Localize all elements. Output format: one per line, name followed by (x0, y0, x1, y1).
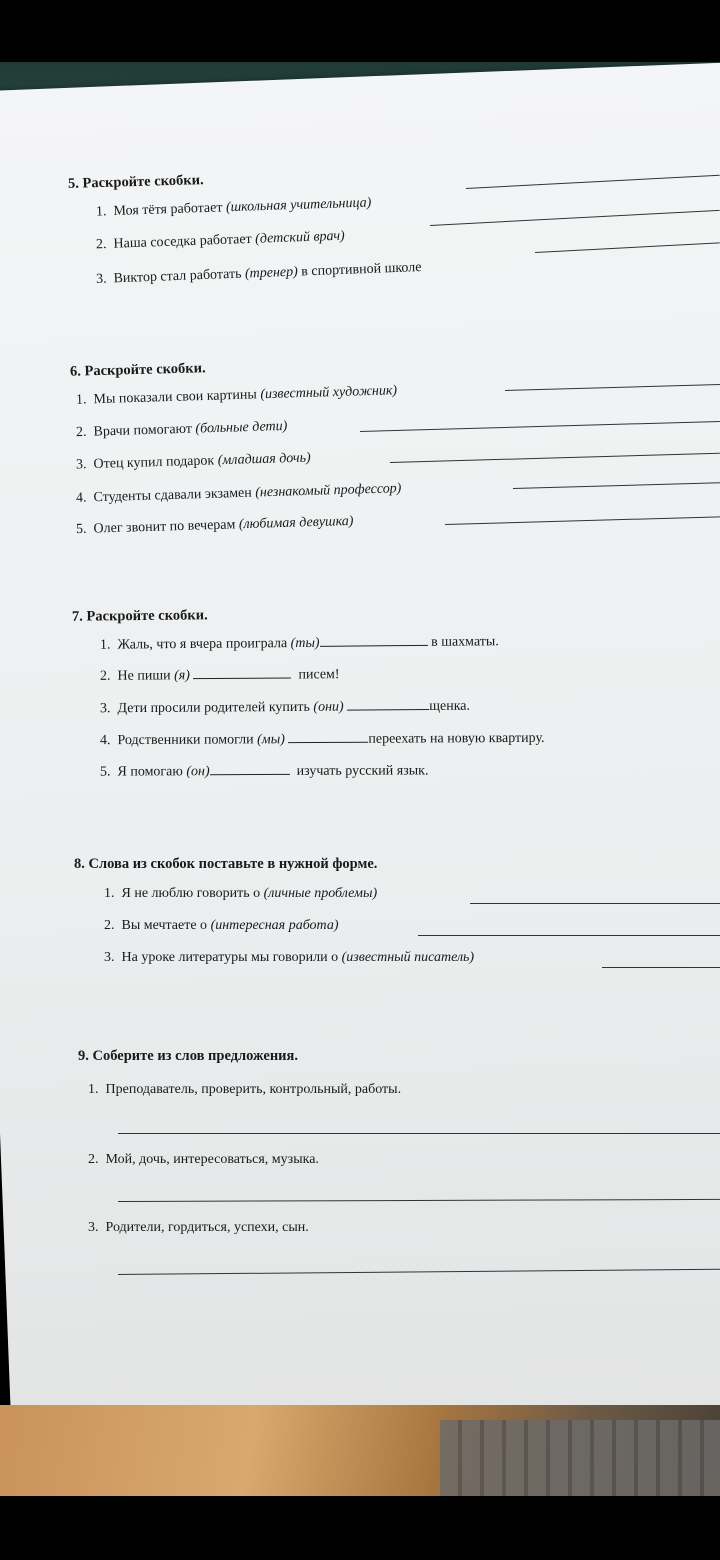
item-number: 2. (104, 918, 115, 933)
task-8-item-2 (104, 918, 339, 934)
item-number: 4. (75, 490, 87, 506)
item-hint: (мы) (257, 732, 285, 748)
item-text: Вы мечтаете о (121, 918, 208, 933)
item-number: 3. (99, 701, 111, 717)
answer-blank (288, 742, 368, 743)
item-after: переехать на новую квартиру. (368, 730, 545, 747)
task-6-item-2 (76, 419, 288, 441)
task-6-item-3 (76, 451, 311, 474)
task-6-item-4 (76, 481, 402, 507)
task-5-item-2 (96, 229, 345, 254)
item-text: Олег звонит по вечерам (93, 517, 236, 537)
item-number: 2. (88, 1152, 99, 1167)
answer-line (118, 1269, 720, 1275)
item-text: Мы показали свои картины (93, 387, 258, 408)
answer-line (505, 384, 720, 391)
item-number: 4. (99, 733, 111, 749)
task-8-item-1 (104, 886, 377, 902)
task-5-item-1 (96, 195, 372, 220)
answer-line (602, 967, 720, 968)
task-7-item-2 (100, 667, 340, 685)
item-number: 5. (75, 521, 87, 538)
item-hint: (младшая дочь) (217, 450, 311, 469)
item-number: 3. (104, 950, 115, 965)
item-number: 3. (88, 1220, 99, 1235)
item-after: щенка. (429, 698, 471, 714)
item-hint: (больные дети) (195, 418, 288, 437)
item-text: На уроке литературы мы говорили о (121, 950, 339, 965)
item-hint: (школьная учительница) (225, 195, 372, 216)
task-5-item-3 (96, 260, 422, 288)
answer-line (535, 242, 720, 253)
answer-line (466, 175, 720, 189)
item-number: 1. (75, 392, 87, 408)
item-text: Отец купил подарок (93, 453, 215, 472)
task-6-item-1 (76, 383, 397, 409)
item-text: Виктор стал работать (113, 266, 242, 287)
item-text: Студенты сдавали экзамен (93, 485, 252, 506)
item-hint: (я) (174, 668, 190, 684)
item-hint: (тренер) (244, 264, 299, 282)
answer-line (390, 453, 720, 463)
task-9-item-1 (88, 1082, 401, 1098)
item-hint: (незнакомый профессор) (255, 481, 402, 501)
item-hint: (детский врач) (254, 228, 345, 247)
task-7-item-5 (100, 763, 429, 780)
item-number: 2. (99, 668, 111, 684)
item-text: Врачи помогают (93, 421, 193, 440)
item-hint: (интересная работа) (210, 918, 339, 933)
item-after: изучать русский язык. (296, 763, 429, 779)
item-hint: (любимая девушка) (238, 513, 354, 533)
task-9-item-3 (88, 1220, 309, 1236)
item-text: Моя тётя работает (113, 200, 223, 219)
item-text: Жаль, что я вчера проиграла (117, 636, 288, 653)
task-7-item-1 (100, 634, 499, 653)
answer-blank (320, 645, 428, 647)
item-after: в спортивной школе (301, 260, 422, 280)
item-text: Я помогаю (117, 764, 183, 780)
item-text: Родители, гордиться, успехи, сын. (105, 1220, 309, 1235)
item-number: 2. (75, 424, 87, 441)
answer-blank (347, 709, 429, 711)
answer-line (470, 903, 720, 904)
item-hint: (личные проблемы) (263, 886, 378, 901)
item-hint: (ты) (290, 635, 320, 652)
item-text: Наша соседка работает (113, 231, 252, 252)
task-9-title: 9. Соберите из слов предложения. (78, 1048, 298, 1064)
answer-line (513, 482, 720, 489)
item-text: Я не люблю говорить о (121, 886, 261, 901)
answer-line (430, 210, 720, 226)
item-hint: (они) (313, 699, 344, 715)
answer-line (118, 1133, 720, 1134)
task-7-item-3 (100, 699, 470, 718)
item-text: Не пиши (117, 668, 171, 684)
task-6-item-5 (76, 514, 354, 538)
item-after: писем! (298, 667, 340, 683)
answer-line (418, 935, 720, 936)
item-text: Дети просили родителей купить (117, 699, 310, 717)
task-7-item-4 (100, 731, 545, 749)
answer-line (360, 421, 720, 432)
answer-blank (210, 774, 290, 775)
task-6-title: 6. Раскройте скобки. (69, 360, 206, 380)
task-8-item-3 (104, 950, 474, 966)
item-hint: (известный художник) (260, 383, 398, 403)
task-8-title: 8. Слова из скобок поставьте в нужной форме. (74, 856, 378, 872)
item-number: 3. (75, 457, 87, 473)
item-text: Родственники помогли (117, 732, 254, 749)
item-number: 2. (95, 236, 107, 253)
item-number: 1. (99, 637, 111, 653)
item-number: 1. (95, 204, 107, 220)
answer-blank (193, 677, 291, 679)
item-number: 1. (88, 1082, 99, 1097)
task-9-item-2 (88, 1152, 319, 1168)
item-text: Мой, дочь, интересоваться, музыка. (105, 1152, 319, 1167)
item-text: Преподаватель, проверить, контрольный, работы. (105, 1082, 402, 1097)
answer-line (445, 516, 720, 525)
task-7-title: 7. Раскройте скобки. (71, 607, 208, 625)
task-5-title: 5. Раскройте скобки. (67, 172, 204, 192)
item-after: в шахматы. (430, 634, 499, 650)
answer-line (118, 1199, 720, 1202)
item-number: 5. (99, 764, 111, 780)
item-number: 3. (95, 271, 107, 287)
item-hint: (известный писатель) (341, 950, 475, 965)
item-number: 1. (104, 886, 115, 901)
item-hint: (он) (186, 764, 210, 780)
